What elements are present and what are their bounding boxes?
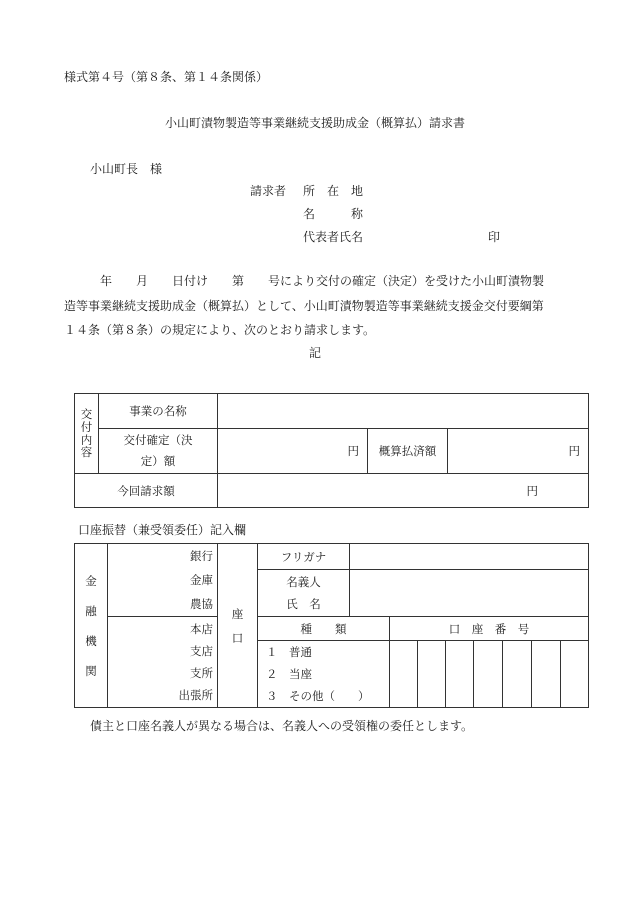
- body-text-line-1: 年 月 日付け 第 号により交付の確定（決定）を受けた小山町漬物製: [100, 274, 545, 288]
- account-type-label: 種 類: [258, 617, 390, 641]
- body-text-line-2: 造等事業継続支援助成金（概算払）として、小山町漬物製造等事業継続支援金交付要綱第: [64, 299, 544, 313]
- body-text-line-3: １４条（第８条）の規定により、次のとおり請求します。: [64, 323, 376, 337]
- account-holder-label: 名義人 氏 名: [258, 570, 350, 617]
- address-label: 所 在 地: [303, 184, 364, 198]
- requester-label: 請求者: [250, 184, 287, 198]
- account-type-options[interactable]: １ 普通 ２ 当座 ３ その他（ ）: [258, 641, 390, 708]
- yen-unit: 円: [347, 444, 359, 458]
- grant-details-table: [74, 393, 589, 508]
- bank-transfer-heading: 口座振替（兼受領委任）記入欄: [78, 523, 247, 537]
- account-holder-field[interactable]: [350, 570, 589, 617]
- ki-heading: 記: [308, 346, 321, 360]
- account-number-label: 口 座 番 号: [390, 617, 589, 641]
- account-digit-box[interactable]: [446, 641, 474, 708]
- confirmed-amount-field[interactable]: [218, 429, 368, 474]
- document-title: 小山町漬物製造等事業継続支援助成金（概算払）請求書: [164, 116, 465, 130]
- account-digit-box[interactable]: [503, 641, 532, 708]
- project-name-label: 事業の名称: [99, 394, 218, 429]
- furigana-label: フリガナ: [258, 544, 350, 570]
- financial-institution-label: 金 融 機 関: [75, 544, 108, 708]
- prepaid-amount-field[interactable]: [448, 429, 589, 474]
- account-digit-box[interactable]: [474, 641, 503, 708]
- grant-content-section-label: 交 付 内 容: [75, 394, 99, 474]
- footer-note: 債主と口座名義人が異なる場合は、名義人への受領権の委任とします。: [90, 719, 474, 733]
- confirmed-amount-label: 交付確定（決 定）額: [99, 429, 218, 474]
- project-name-field[interactable]: [218, 394, 589, 429]
- account-digit-box[interactable]: [390, 641, 418, 708]
- yen-unit: 円: [568, 444, 580, 458]
- name-label: 名 称: [303, 207, 364, 221]
- account-digit-box[interactable]: [532, 641, 561, 708]
- form-number: 様式第４号（第８条、第１４条関係）: [64, 70, 269, 84]
- bank-account-table: [74, 543, 589, 708]
- representative-label: 代表者氏名: [303, 230, 364, 244]
- addressee: 小山町長 様: [90, 162, 163, 176]
- current-request-field[interactable]: [218, 474, 589, 508]
- yen-unit: 円: [526, 483, 538, 498]
- account-digit-box[interactable]: [561, 641, 589, 708]
- account-digit-box[interactable]: [418, 641, 446, 708]
- seal-mark: 印: [488, 230, 501, 244]
- branch-type-options[interactable]: 本店 支店 支所 出張所: [108, 617, 218, 708]
- account-column-label: 座 口: [218, 544, 258, 708]
- institution-type-options[interactable]: 銀行 金庫 農協: [108, 544, 218, 617]
- furigana-field[interactable]: [350, 544, 589, 570]
- prepaid-amount-label: 概算払済額: [368, 429, 448, 474]
- current-request-label: 今回請求額: [75, 474, 218, 508]
